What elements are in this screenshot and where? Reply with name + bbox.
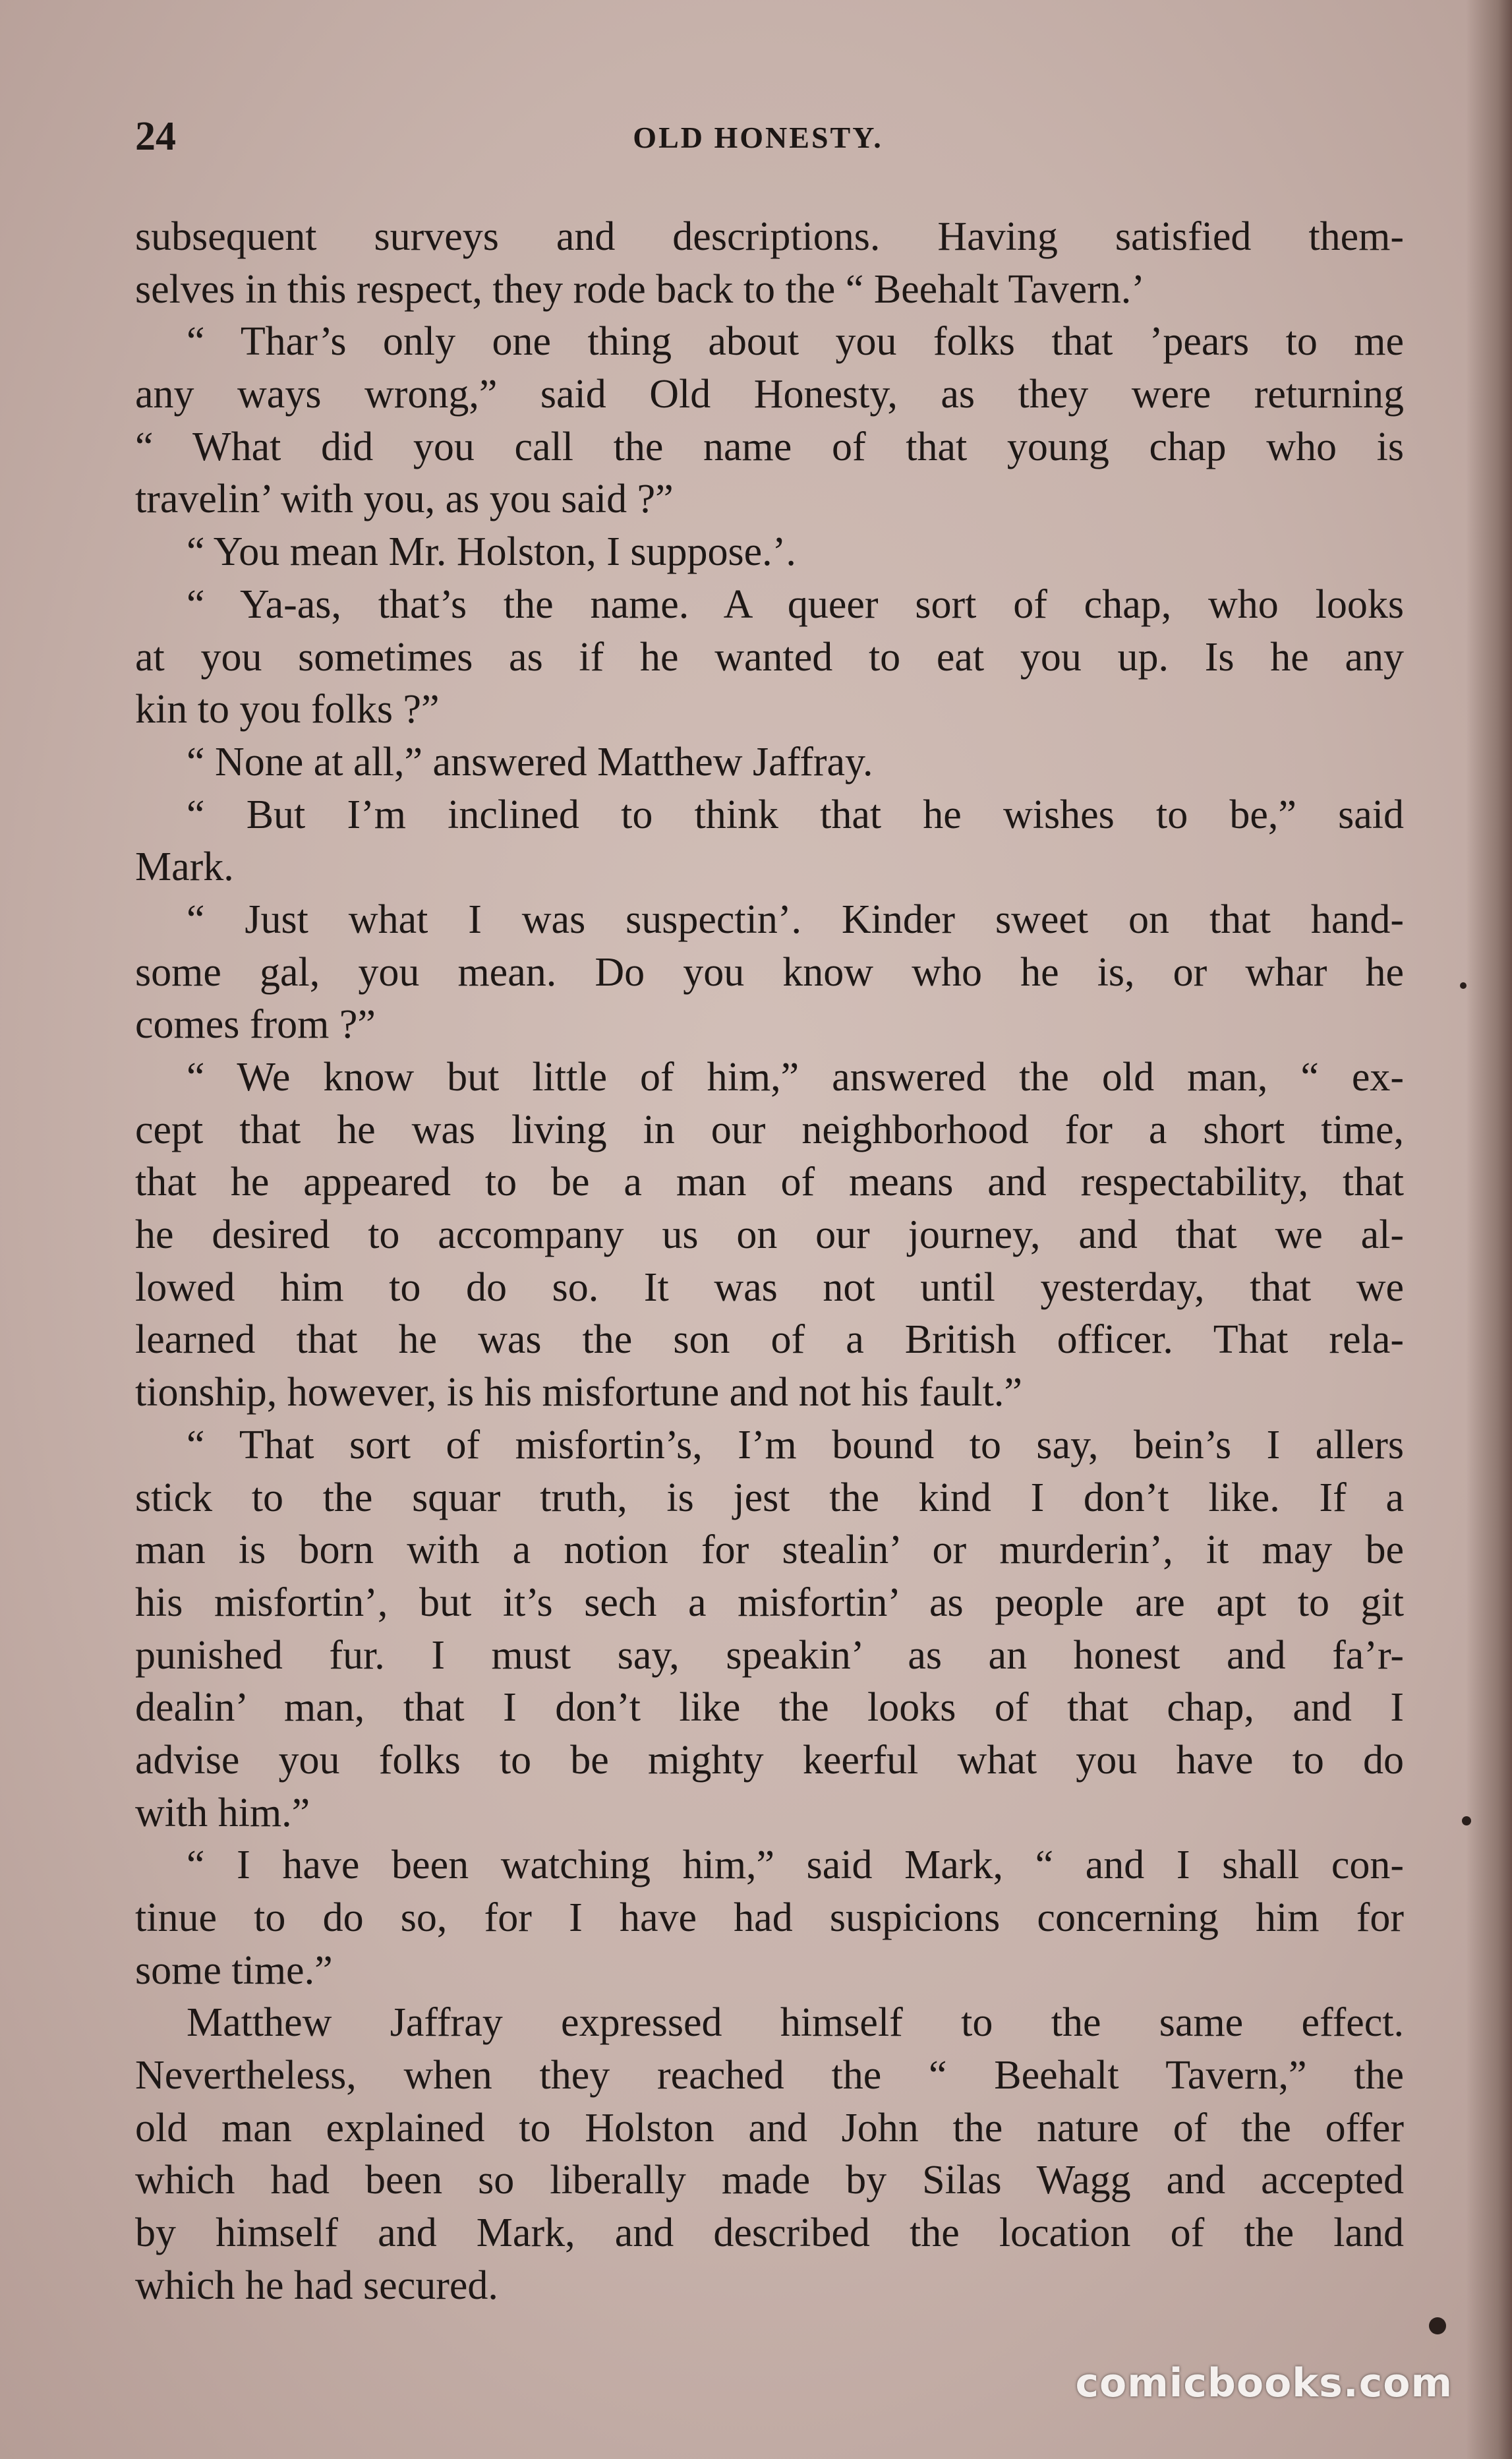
ink-speck: [1460, 982, 1467, 989]
text-line: stick to the squar truth, is jest the kind I don’t like. If a: [135, 1475, 1404, 1520]
text-line: he desired to accompany us on our journey, and that we al-: [135, 1212, 1404, 1258]
text-line: which had been so liberally made by Silas Wagg and accepted: [135, 2158, 1404, 2203]
text-line: Matthew Jaffray expressed himself to the same effect.: [187, 2000, 1404, 2046]
text-line: at you sometimes as if he wanted to eat you up. Is he any: [135, 634, 1404, 680]
text-line: Nevertheless, when they reached the “ Beehalt Tavern,” the: [135, 2053, 1404, 2098]
text-line: “ None at all,” answered Matthew Jaffray.: [187, 739, 873, 785]
text-line: some gal, you mean. Do you know who he is, or whar he: [135, 949, 1404, 995]
text-line: “ But I’m inclined to think that he wishes to be,” said: [187, 792, 1404, 837]
page-number: 24: [135, 114, 176, 159]
text-line: his misfortin’, but it’s sech a misfortin’ as people are apt to git: [135, 1580, 1404, 1625]
text-line: “ Thar’s only one thing about you folks that ’pears to me: [187, 319, 1404, 365]
watermark: comicbooks.com: [1075, 2360, 1453, 2406]
text-line: subsequent surveys and descriptions. Having satisfied them-: [135, 214, 1404, 259]
text-line: travelin’ with you, as you said ?”: [135, 477, 674, 522]
text-line: man is born with a notion for stealin’ or murderin’, it may be: [135, 1527, 1404, 1573]
text-line: kin to you folks ?”: [135, 687, 440, 732]
text-line: punished fur. I must say, speakin’ as an honest and fa’r-: [135, 1632, 1404, 1678]
text-line: lowed him to do so. It was not until yesterday, that we: [135, 1264, 1404, 1310]
text-line: which he had secured.: [135, 2263, 498, 2308]
text-line: that he appeared to be a man of means and respectability, that: [135, 1160, 1404, 1205]
ink-speck: [1429, 2317, 1446, 2334]
text-line: “ You mean Mr. Holston, I suppose.’.: [187, 529, 796, 575]
text-line: old man explained to Holston and John the nature of the offer: [135, 2105, 1404, 2150]
text-line: any ways wrong,” said Old Honesty, as they were returning: [135, 372, 1404, 417]
text-line: “ Just what I was suspectin’. Kinder sweet on that hand-: [187, 897, 1404, 942]
text-line: “ I have been watching him,” said Mark, “ and I shall con-: [187, 1843, 1404, 1888]
text-line: “ What did you call the name of that young chap who is: [135, 424, 1404, 469]
text-line: “ That sort of misfortin’s, I’m bound to say, bein’s I allers: [187, 1422, 1404, 1467]
ink-speck: [1462, 1816, 1471, 1825]
text-line: tinue to do so, for I have had suspicions concerning him for: [135, 1895, 1404, 1940]
text-line: tionship, however, is his misfortune and not his fault.”: [135, 1370, 1022, 1415]
text-line: “ We know but little of him,” answered the old man, “ ex-: [187, 1055, 1404, 1100]
text-line: cept that he was living in our neighborhood for a short time,: [135, 1107, 1404, 1152]
text-line: with him.”: [135, 1790, 310, 1835]
page-edge-shadow: [1466, 0, 1512, 2459]
text-line: learned that he was the son of a British officer. That rela-: [135, 1317, 1404, 1363]
text-line: “ Ya-as, that’s the name. A queer sort of chap, who looks: [187, 581, 1404, 627]
body-text: [135, 211, 1404, 2313]
text-line: comes from ?”: [135, 1002, 376, 1048]
text-line: dealin’ man, that I don’t like the looks of that chap, and I: [135, 1685, 1404, 1731]
text-line: advise you folks to be mighty keerful what you have to do: [135, 1737, 1404, 1783]
text-line: by himself and Mark, and described the location of the land: [135, 2210, 1404, 2256]
text-line: selves in this respect, they rode back to the “ Beehalt Tavern.’: [135, 266, 1145, 312]
page-header: [135, 113, 1381, 166]
text-line: some time.”: [135, 1947, 333, 1993]
running-head: OLD HONESTY.: [633, 121, 883, 154]
text-line: Mark.: [135, 844, 234, 890]
